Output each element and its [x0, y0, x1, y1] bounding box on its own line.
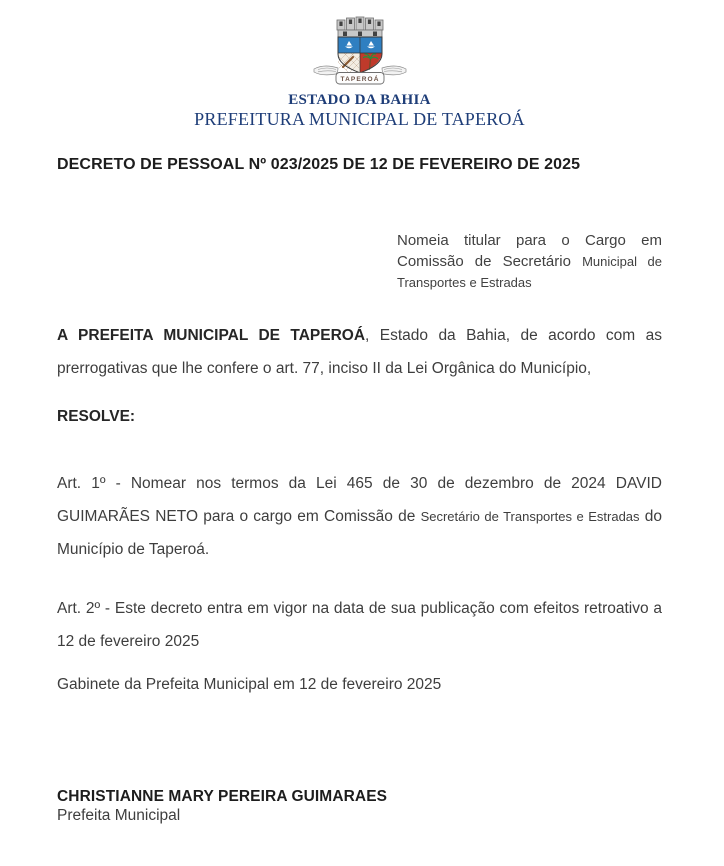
mural-crown: [337, 17, 383, 37]
taperoa-coat-of-arms-icon: [312, 8, 408, 86]
article-1-role: Secretário de Transportes e Estradas: [420, 509, 640, 524]
decree-body: [57, 155, 662, 825]
signatory-name: CHRISTIANNE MARY PEREIRA GUIMARAES: [57, 788, 388, 805]
letterhead: [57, 8, 662, 129]
municipality-line: PREFEITURA MUNICIPAL DE TAPEROÁ: [194, 109, 525, 129]
signatory-title: Prefeita Municipal: [57, 807, 181, 824]
signature-block: [57, 787, 662, 825]
article-1-part1: Art. 1º - Nomear nos termos da Lei 465 de 30 de dezembro de 2024 DAVID GUIMARÃES NETO para o cargo em Comissão de: [57, 475, 662, 525]
preamble-paragraph: [57, 319, 662, 385]
shield: [338, 37, 382, 73]
decree-summary-text: Nomeia titular para o Cargo em Comissão de Secretário: [397, 232, 662, 270]
state-line: ESTADO DA BAHIA: [288, 92, 431, 108]
ribbon-banner: [336, 73, 384, 85]
ribbon-text: TAPEROÁ: [340, 76, 379, 83]
decree-title: DECRETO DE PESSOAL Nº 023/2025 DE 12 DE FEVEREIRO DE 2025: [57, 156, 581, 173]
preamble-subject: A PREFEITA MUNICIPAL DE TAPEROÁ: [57, 327, 366, 344]
article-2: Art. 2º - Este decreto entra em vigor na data de sua publicação com efeitos retroativo a 12 de fevereiro 2025: [57, 600, 662, 650]
article-1: [57, 467, 662, 566]
document-page: [0, 8, 724, 866]
preamble-rest: , Estado da Bahia, de acordo com as prerrogativas que lhe confere o art. 77, inciso II da Lei Orgânica do Município,: [57, 327, 662, 377]
decree-summary: [397, 230, 662, 293]
article-1-part2: do Município de Taperoá.: [57, 508, 662, 558]
resolve-label: RESOLVE:: [57, 408, 136, 425]
decree-summary-text-small: Municipal de Transportes e Estradas: [397, 254, 662, 290]
issuance-line: Gabinete da Prefeita Municipal em 12 de fevereiro 2025: [57, 676, 442, 693]
